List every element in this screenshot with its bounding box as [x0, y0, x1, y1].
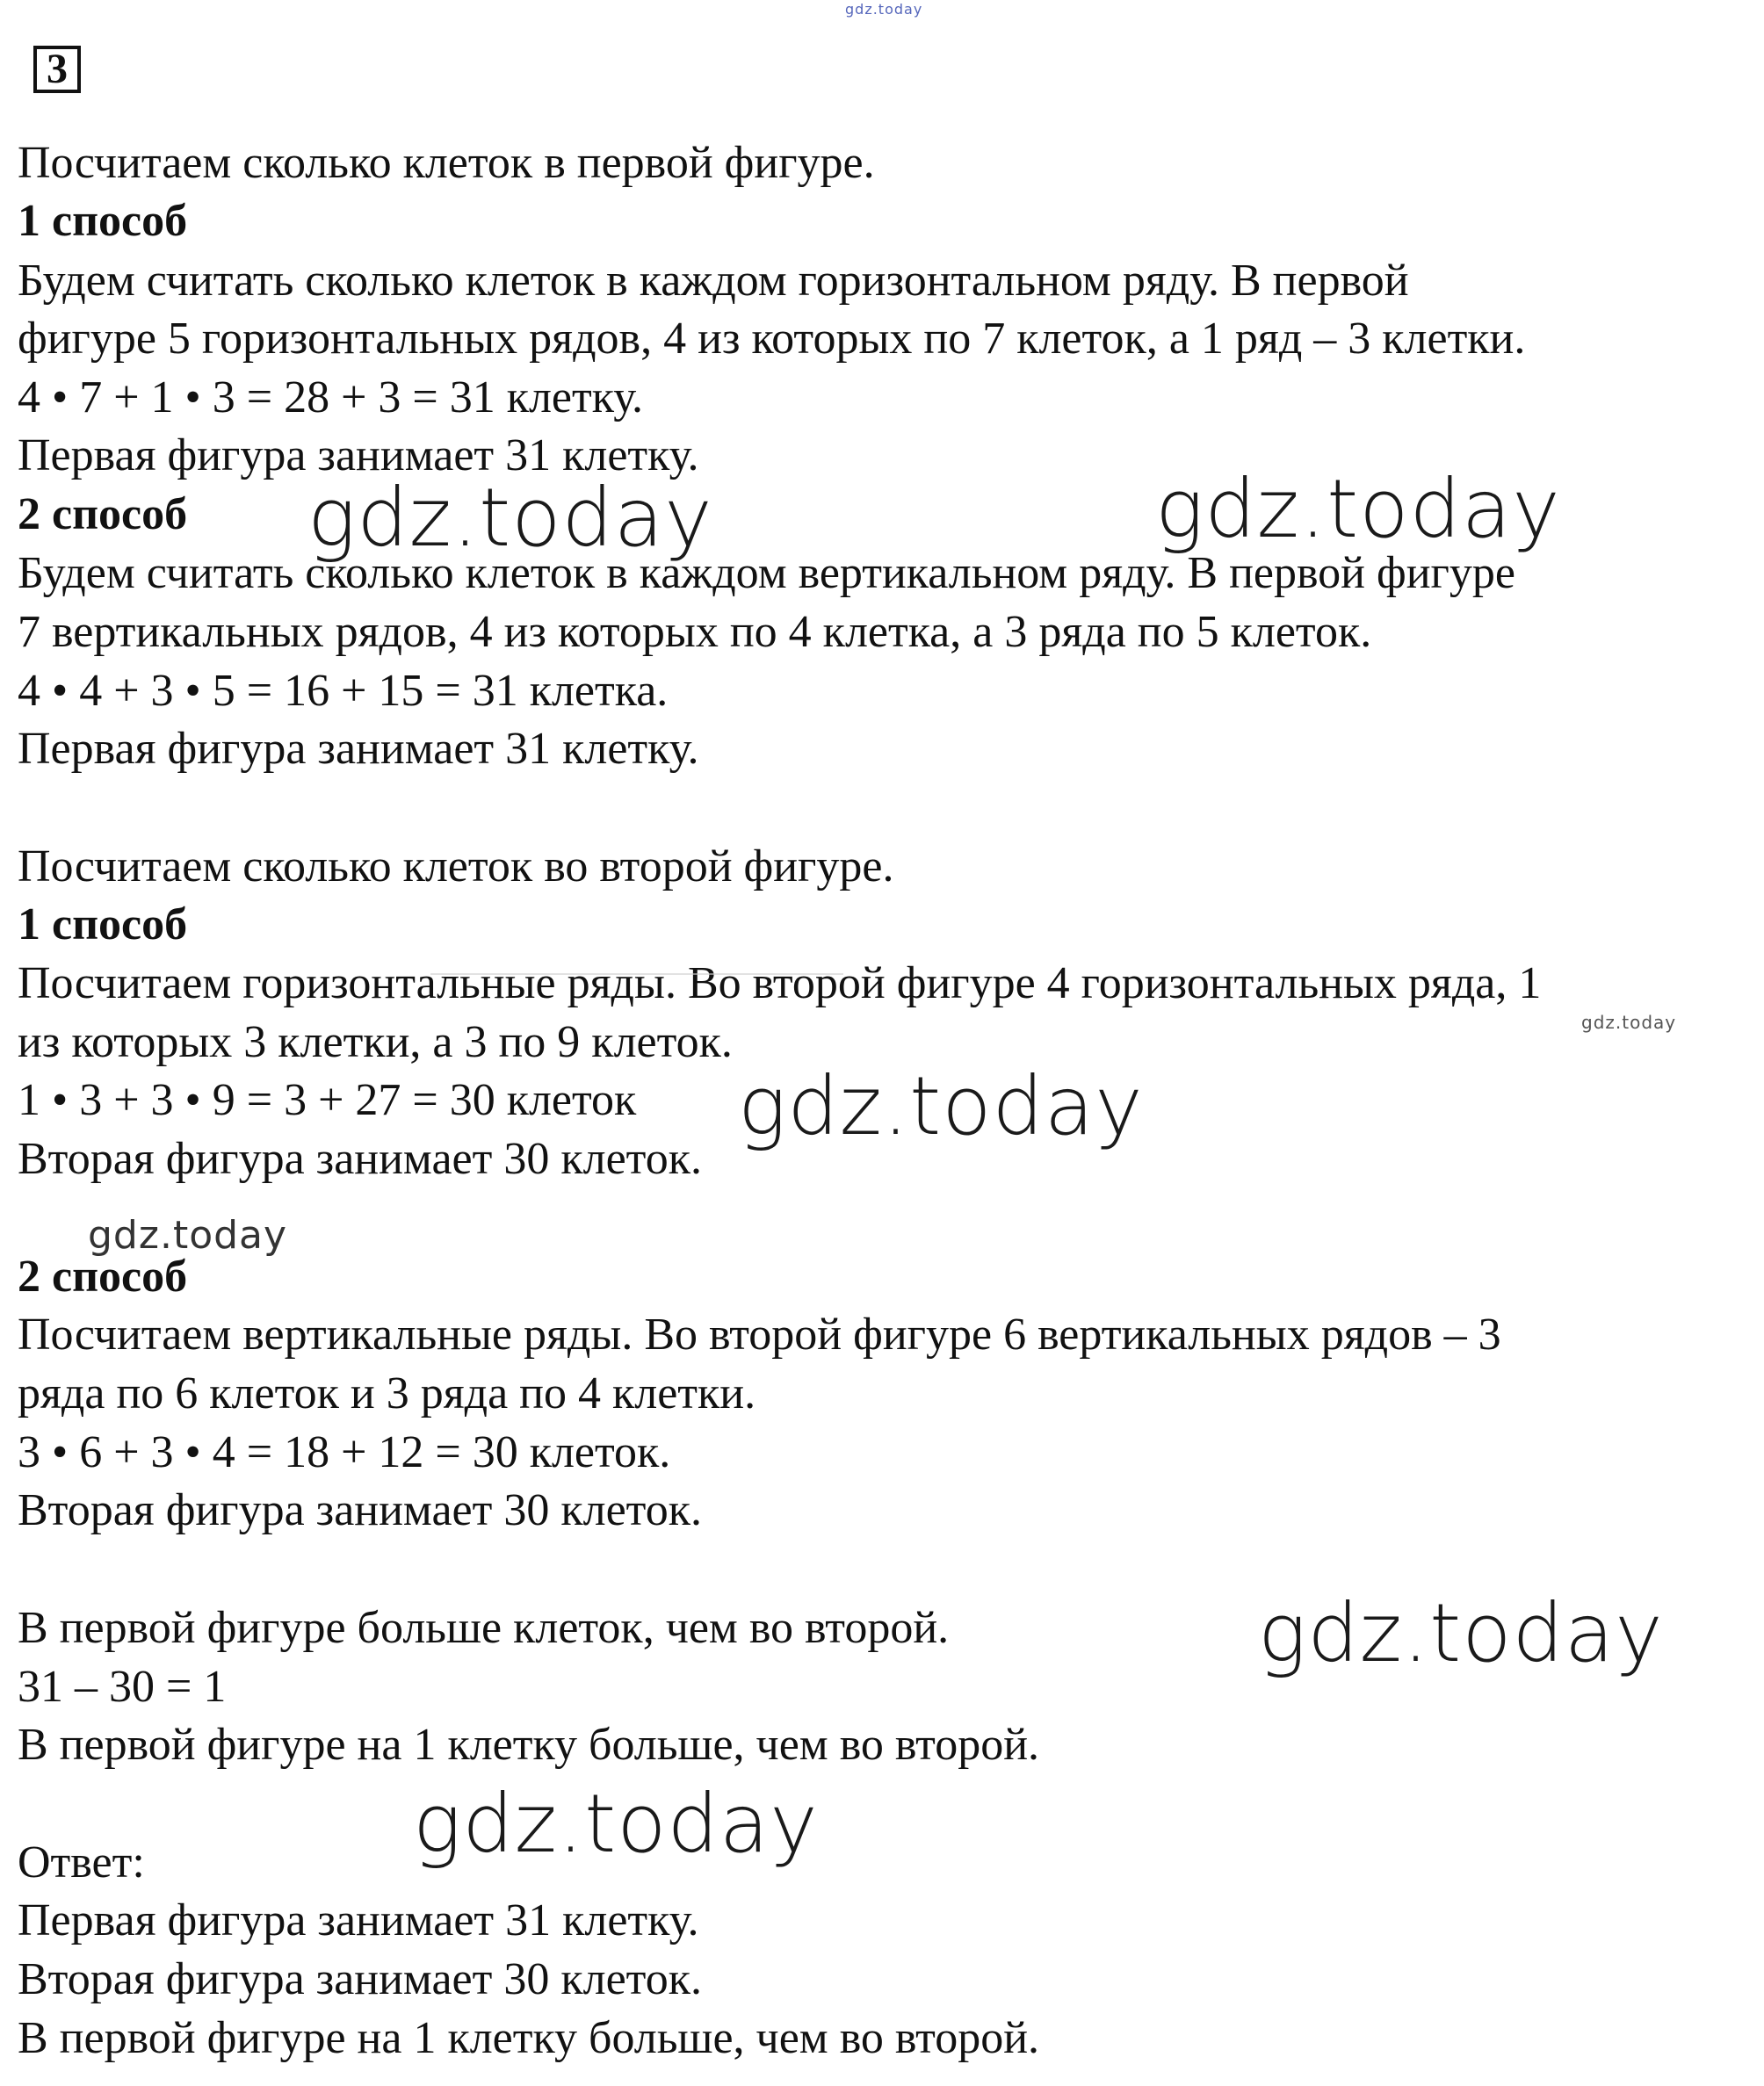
text-line: фигуре 5 горизонтальных рядов, 4 из которых по 7 клеток, а 1 ряд – 3 клетки.	[18, 314, 1526, 364]
equation-line: 4 • 7 + 1 • 3 = 28 + 3 = 31 клетку.	[18, 372, 644, 422]
text-line: Будем считать сколько клеток в каждом вертикальном ряду. В первой фигуре	[18, 548, 1515, 598]
equation-line: 31 – 30 = 1	[18, 1662, 227, 1712]
text-line: ряда по 6 клеток и 3 ряда по 4 клетки.	[18, 1368, 756, 1418]
method-heading: 1 способ	[18, 196, 188, 246]
answer-label: Ответ:	[18, 1837, 145, 1888]
text-line: Посчитаем горизонтальные ряды. Во второй фигуре 4 горизонтальных ряда, 1	[18, 958, 1542, 1008]
watermark: gdz.today	[88, 1213, 288, 1258]
text-line: Первая фигура занимает 31 клетку.	[18, 430, 699, 480]
method-heading: 2 способ	[18, 489, 188, 539]
text-line: Первая фигура занимает 31 клетку.	[18, 724, 699, 774]
equation-line: 1 • 3 + 3 • 9 = 3 + 27 = 30 клеток	[18, 1075, 637, 1125]
watermark: gdz.today	[1258, 1586, 1664, 1680]
faint-scan-artifact	[430, 973, 843, 1072]
watermark-top: gdz.today	[845, 1, 923, 18]
answer-line: В первой фигуре на 1 клетку больше, чем во второй.	[18, 2013, 1040, 2063]
text-line: Вторая фигура занимает 30 клеток.	[18, 1485, 702, 1535]
method-heading: 1 способ	[18, 899, 188, 949]
equation-line: 4 • 4 + 3 • 5 = 16 + 15 = 31 клетка.	[18, 666, 669, 716]
watermark: gdz.today	[738, 1059, 1144, 1153]
method-heading: 2 способ	[18, 1252, 188, 1302]
task-number-box: 3	[33, 46, 81, 93]
text-line: В первой фигуре больше клеток, чем во второй.	[18, 1603, 950, 1653]
text-line: Вторая фигура занимает 30 клеток.	[18, 1134, 702, 1184]
text-line: Посчитаем сколько клеток в первой фигуре.	[18, 138, 875, 188]
text-line: В первой фигуре на 1 клетку больше, чем во второй.	[18, 1720, 1040, 1770]
watermark: gdz.today	[307, 471, 713, 565]
text-line: Будем считать сколько клеток в каждом горизонтальном ряду. В первой	[18, 256, 1409, 306]
text-line: 7 вертикальных рядов, 4 из которых по 4 клетка, а 3 ряда по 5 клеток.	[18, 607, 1372, 657]
text-line: Посчитаем сколько клеток во второй фигуре.	[18, 841, 894, 891]
watermark: gdz.today	[1581, 1012, 1677, 1033]
text-line: Посчитаем вертикальные ряды. Во второй фигуре 6 вертикальных рядов – 3	[18, 1310, 1501, 1360]
equation-line: 3 • 6 + 3 • 4 = 18 + 12 = 30 клеток.	[18, 1427, 671, 1477]
answer-line: Вторая фигура занимает 30 клеток.	[18, 1954, 702, 2004]
watermark: gdz.today	[413, 1777, 819, 1871]
answer-line: Первая фигура занимает 31 клетку.	[18, 1895, 699, 1945]
text-line: из которых 3 клетки, а 3 по 9 клеток.	[18, 1017, 733, 1067]
watermark: gdz.today	[1155, 462, 1561, 556]
